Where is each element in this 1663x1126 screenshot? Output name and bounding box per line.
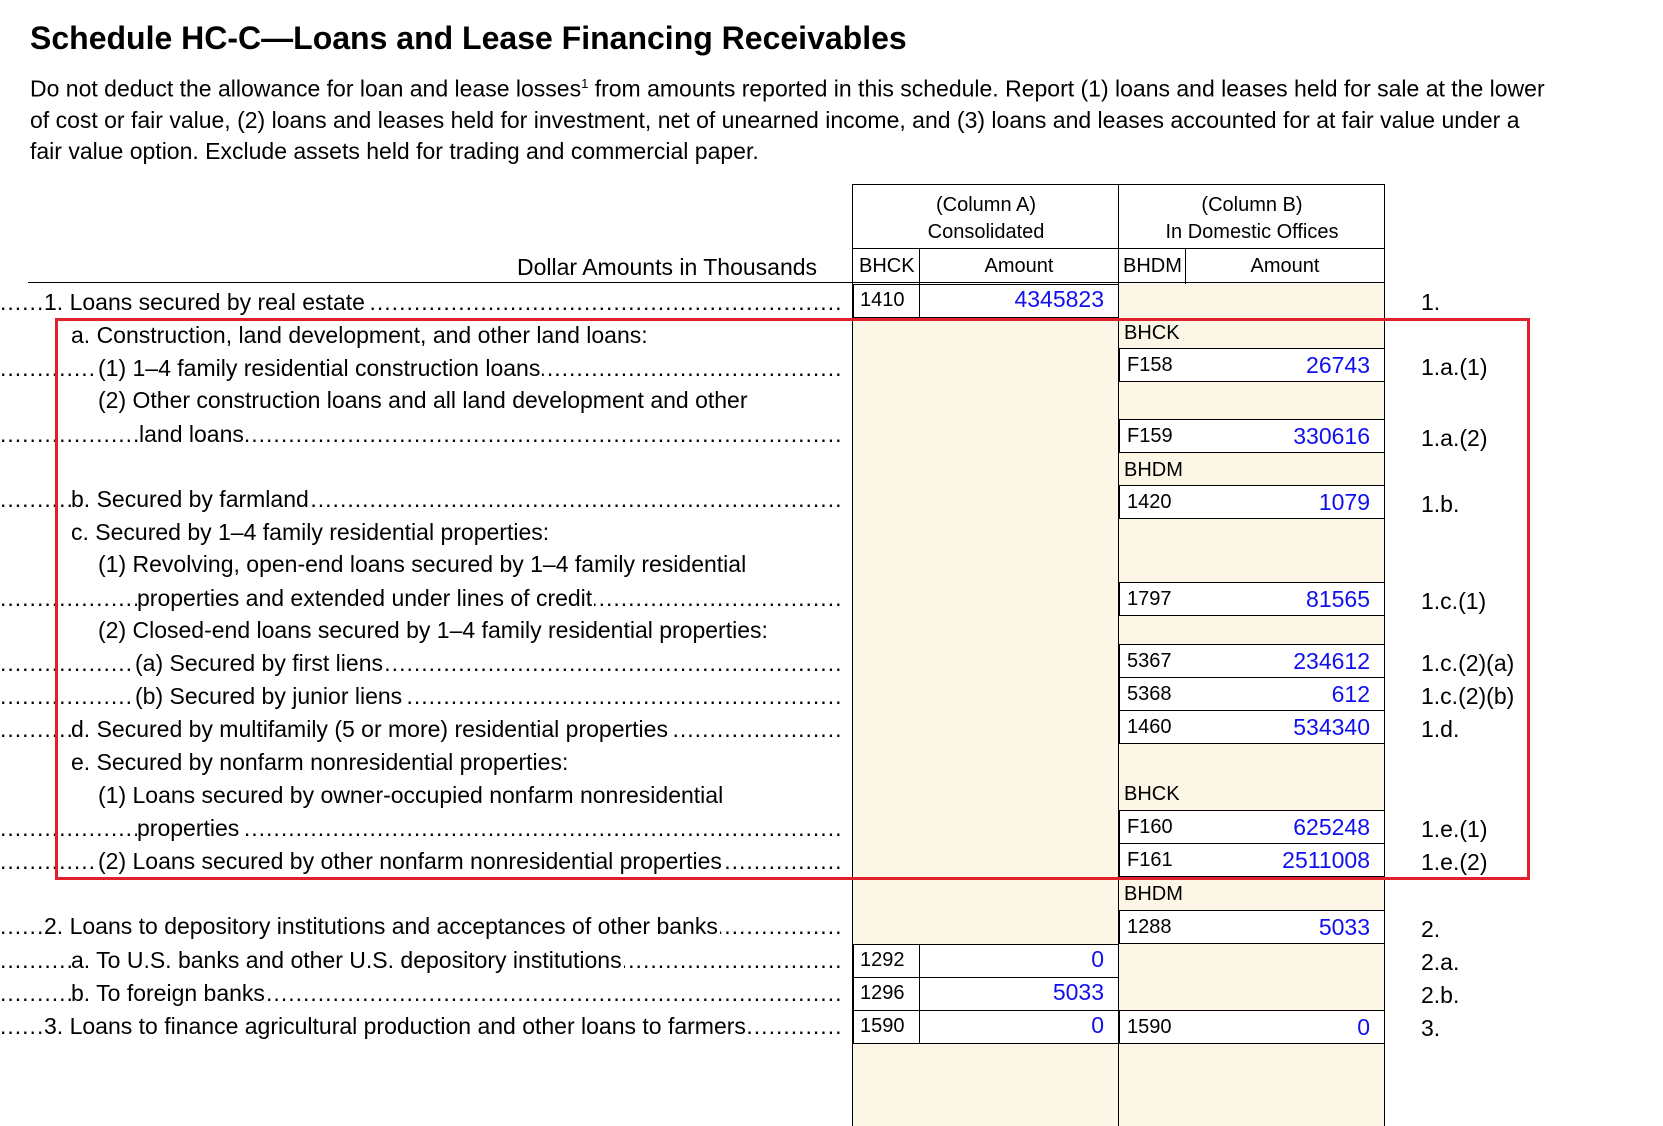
column-b-title: (Column B)	[1201, 194, 1303, 216]
column-a-subtitle: Consolidated	[927, 221, 1045, 243]
item-1a-label: a. Construction, land development, and other land loans:	[71, 322, 648, 348]
code-f161: F161	[1127, 849, 1173, 871]
item-3-label: 3. Loans to finance agricultural production and other loans to farmers .....	[0, 1011, 840, 1041]
line-number-2a: 2.a.	[1421, 949, 1460, 975]
line-number-3: 3.	[1421, 1015, 1441, 1041]
item-1e1-label-cont: properties .....	[0, 813, 840, 843]
item-1c-label: c. Secured by 1–4 family residential properties:	[71, 519, 550, 545]
code-1797: 1797	[1127, 588, 1172, 610]
code-b-prefix-bhck-1: BHCK	[1124, 322, 1180, 344]
code-1296: 1296	[860, 982, 905, 1004]
footnote-reference: 1	[581, 76, 589, 91]
instructions-text	[30, 68, 1550, 167]
item-2-label: 2. Loans to depository institutions and acceptances of other banks .....	[0, 911, 840, 941]
amount-5368: 612	[1331, 681, 1370, 707]
code-1460: 1460	[1127, 716, 1172, 738]
amount-f160: 625248	[1293, 814, 1370, 840]
amount-f158: 26743	[1306, 352, 1370, 378]
amount-a-header: Amount	[984, 255, 1054, 277]
column-a-heading	[853, 192, 1119, 246]
header-bottom-rule	[28, 282, 1385, 283]
code-b-prefix-bhdm-2: BHDM	[1124, 883, 1183, 905]
code-5367: 5367	[1127, 650, 1172, 672]
code-1590-b: 1590	[1127, 1016, 1172, 1038]
item-1c2-label: (2) Closed-end loans secured by 1–4 family residential properties:	[98, 617, 768, 643]
item-1c2a-label: (a) Secured by first liens .....	[0, 648, 840, 678]
item-2a-label: a. To U.S. banks and other U.S. depository institutions .....	[0, 945, 840, 975]
item-1-label: 1. Loans secured by real estate .....	[0, 287, 840, 317]
line-number-1a2: 1.a.(2)	[1421, 425, 1488, 451]
amount-1797: 81565	[1306, 586, 1370, 612]
code-1292: 1292	[860, 949, 905, 971]
instructions-part-2: from amounts reported in this schedule. Report (1) loans and leases held for sale at the lower of cost or fair value, (2) loans and leases held for investment, net of unearned income, and (3) loans and leases accounted for at fair value under a fair value option. Exclude assets held for trading and commercial paper.	[30, 75, 1545, 164]
item-1c1-label: (1) Revolving, open-end loans secured by 1–4 family residential	[98, 551, 747, 577]
item-1e1-label: (1) Loans secured by owner-occupied nonfarm nonresidential	[98, 782, 724, 808]
amount-1590-a: 0	[1091, 1012, 1104, 1038]
amount-1288: 5033	[1318, 914, 1370, 940]
amount-1590-b: 0	[1357, 1014, 1370, 1040]
amount-1420: 1079	[1318, 489, 1370, 515]
item-2b-label: b. To foreign banks .....	[0, 978, 840, 1008]
item-1c1-label-cont: properties and extended under lines of credit .....	[0, 583, 840, 613]
code-f158: F158	[1127, 354, 1173, 376]
line-number-1: 1.	[1421, 289, 1441, 315]
code-b-header: BHDM	[1123, 255, 1182, 277]
line-number-2: 2.	[1421, 916, 1441, 942]
amount-1292: 0	[1091, 946, 1104, 972]
item-1b-label: b. Secured by farmland .....	[0, 484, 840, 514]
line-number-1a1: 1.a.(1)	[1421, 354, 1488, 380]
line-number-1e2: 1.e.(2)	[1421, 849, 1488, 875]
code-1288: 1288	[1127, 916, 1172, 938]
column-a-title: (Column A)	[935, 194, 1037, 216]
amount-1410: 4345823	[1014, 286, 1104, 312]
column-b-heading	[1119, 192, 1385, 246]
item-1e2-label: (2) Loans secured by other nonfarm nonresidential properties .....	[0, 846, 840, 876]
amount-5367: 234612	[1293, 648, 1370, 674]
line-number-1c2a: 1.c.(2)(a)	[1421, 650, 1515, 676]
line-number-2b: 2.b.	[1421, 982, 1460, 1008]
code-1590-a: 1590	[860, 1015, 905, 1037]
code-b-prefix-bhck-2: BHCK	[1124, 783, 1180, 805]
item-1d-label: d. Secured by multifamily (5 or more) residential properties .....	[0, 714, 840, 744]
item-1a2-label: (2) Other construction loans and all land development and other	[98, 387, 748, 413]
line-number-1c2b: 1.c.(2)(b)	[1421, 683, 1515, 709]
code-1410: 1410	[860, 289, 905, 311]
code-f160: F160	[1127, 816, 1173, 838]
column-b-subtitle: In Domestic Offices	[1165, 221, 1339, 243]
page-title: Schedule HC-C—Loans and Lease Financing Receivables	[30, 20, 907, 56]
code-f159: F159	[1127, 425, 1173, 447]
code-5368: 5368	[1127, 683, 1172, 705]
code-a-header: BHCK	[859, 255, 915, 277]
line-number-1e1: 1.e.(1)	[1421, 816, 1488, 842]
instructions-part-1: Do not deduct the allowance for loan and lease losses	[30, 75, 582, 102]
amount-b-header: Amount	[1250, 255, 1320, 277]
item-1a1-label: (1) 1–4 family residential construction loans .....	[0, 353, 840, 383]
code-1420: 1420	[1127, 491, 1172, 513]
line-number-1b: 1.b.	[1421, 491, 1460, 517]
line-number-1d: 1.d.	[1421, 716, 1460, 742]
column-a-shaded-area-bottom	[853, 1044, 1119, 1126]
line-number-1c1: 1.c.(1)	[1421, 588, 1487, 614]
item-1c2b-label: (b) Secured by junior liens .....	[0, 681, 840, 711]
amount-f159: 330616	[1293, 423, 1370, 449]
item-1e-label: e. Secured by nonfarm nonresidential properties:	[71, 749, 569, 775]
amount-f161: 2511008	[1282, 847, 1370, 873]
amount-1296: 5033	[1052, 979, 1104, 1005]
item-1a2-label-cont: land loans .....	[0, 419, 840, 449]
units-label: Dollar Amounts in Thousands	[517, 254, 818, 280]
code-b-prefix-bhdm-1: BHDM	[1124, 459, 1183, 481]
amount-1460: 534340	[1293, 714, 1370, 740]
